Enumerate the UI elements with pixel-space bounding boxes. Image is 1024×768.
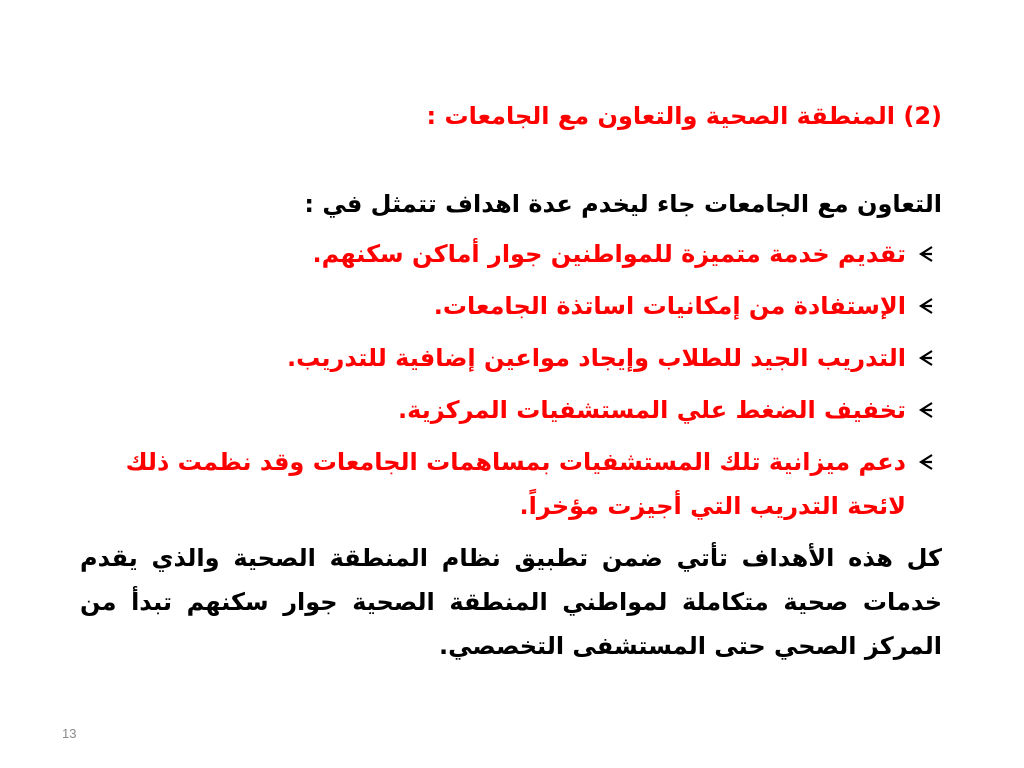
arrow-bullet-icon <box>912 388 940 432</box>
arrow-bullet-icon <box>912 284 940 328</box>
goal-text: التدريب الجيد للطلاب وإيجاد مواعين إضافية للتدريب. <box>286 344 906 372</box>
arrow-bullet-icon <box>912 336 940 380</box>
goal-item <box>80 440 942 528</box>
closing-paragraph: كل هذه الأهداف تأتي ضمن تطبيق نظام المنطقة الصحية والذي يقدم خدمات صحية متكاملة لمواطني المنطقة الصحية جوار سكنهم تبدأ من المركز الصحي حتى المستشفى التخصصي. <box>80 544 942 660</box>
slide-content <box>80 96 942 668</box>
goal-item <box>80 232 942 276</box>
goal-item <box>80 284 942 328</box>
goal-text: تقديم خدمة متميزة للمواطنين جوار أماكن سكنهم. <box>312 240 906 268</box>
goal-text: دعم ميزانية تلك المستشفيات بمساهمات الجامعات وقد نظمت ذلك لائحة التدريب التي أجيزت مؤخراً. <box>125 448 906 520</box>
spacer <box>80 136 942 184</box>
goal-item <box>80 388 942 432</box>
intro-text: التعاون مع الجامعات جاء ليخدم عدة اهداف تتمثل في : <box>304 190 942 218</box>
goal-text: الإستفادة من إمكانيات اساتذة الجامعات. <box>433 292 906 320</box>
page-number: 13 <box>62 726 77 741</box>
slide-heading: (2) المنطقة الصحية والتعاون مع الجامعات : <box>426 102 942 130</box>
goal-text: تخفيف الضغط علي المستشفيات المركزية. <box>398 396 906 424</box>
goals-list <box>80 232 942 528</box>
arrow-bullet-icon <box>912 440 940 484</box>
goal-item <box>80 336 942 380</box>
arrow-bullet-icon <box>912 232 940 276</box>
